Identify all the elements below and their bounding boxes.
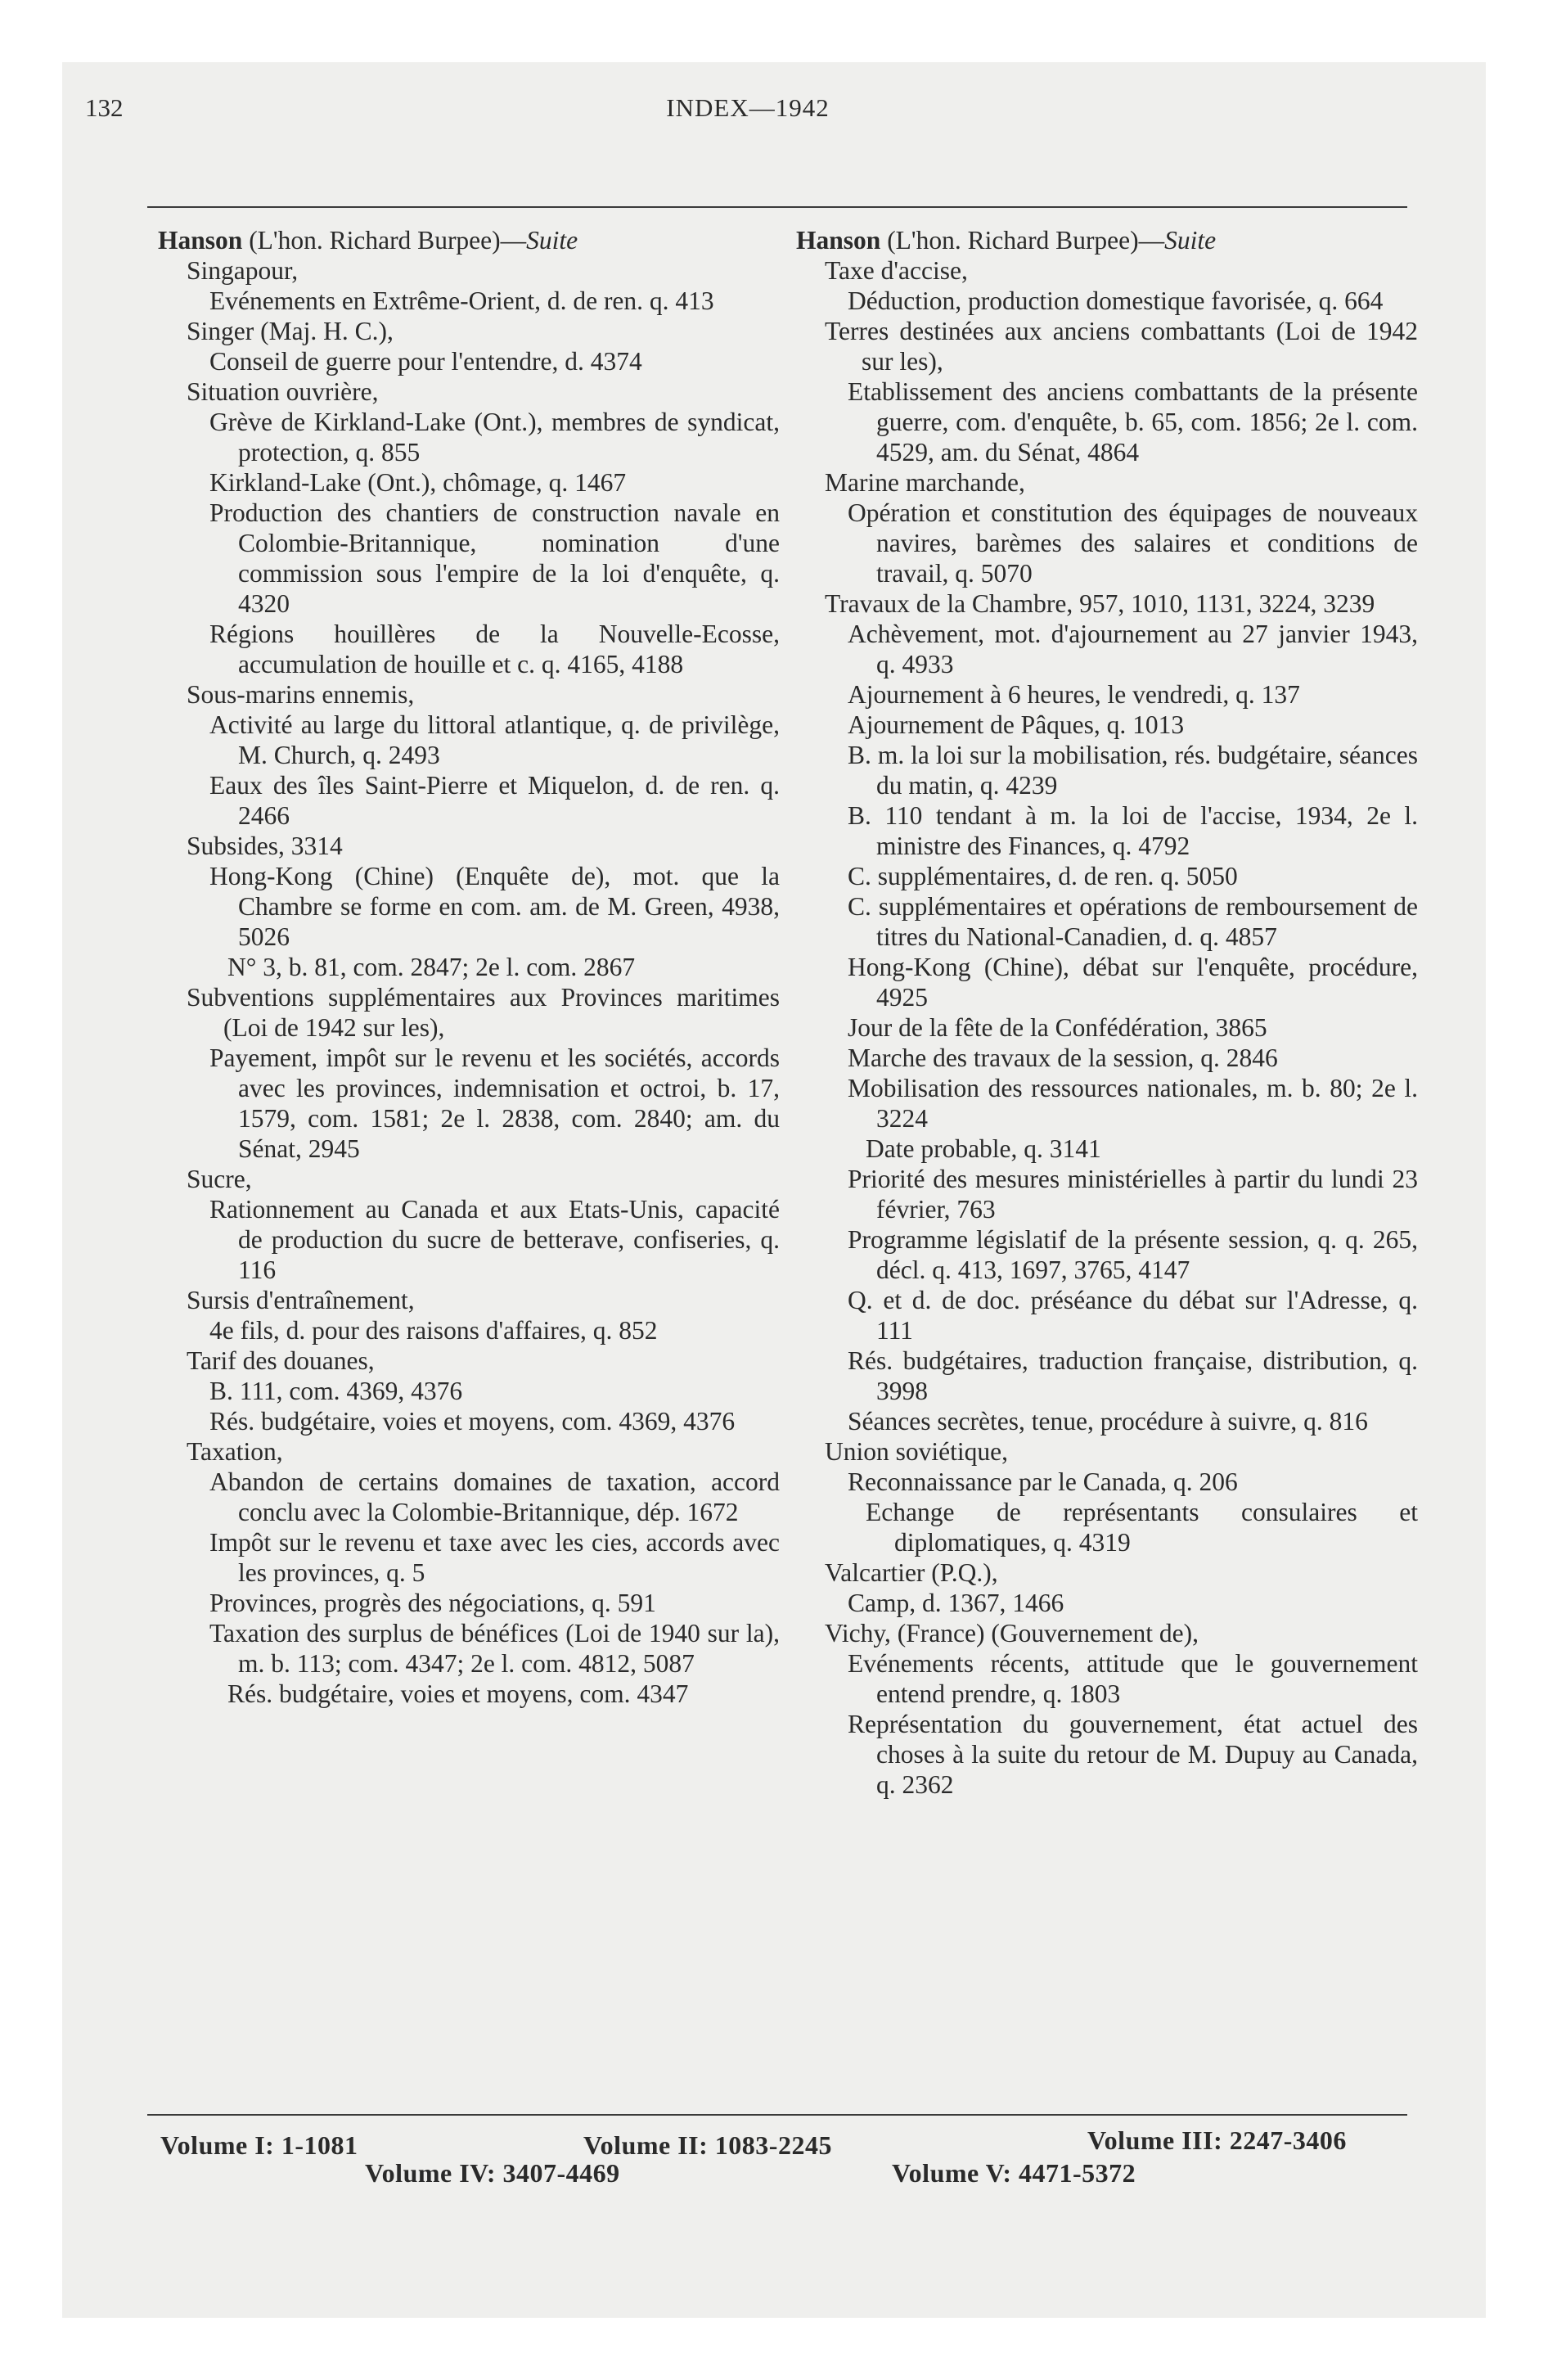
index-entry: Production des chantiers de construction navale en Colombie-Britannique, nomination d'une commission sous l'empire de la loi d'enquête, q. 4320 <box>209 498 780 618</box>
index-entry: Taxation des surplus de bénéfices (Loi de 1940 sur la), m. b. 113; com. 4347; 2e l. com. 4812, 5087 <box>209 1619 780 1678</box>
index-entry: Hong-Kong (Chine), débat sur l'enquête, procédure, 4925 <box>848 953 1418 1012</box>
index-entry: Evénements en Extrême-Orient, d. de ren. q. 413 <box>209 286 714 315</box>
index-entry: Impôt sur le revenu et taxe avec les cies, accords avec les provinces, q. 5 <box>209 1528 780 1587</box>
index-entry: B. m. la loi sur la mobilisation, rés. budgétaire, séances du matin, q. 4239 <box>848 741 1418 800</box>
index-entry: C. supplémentaires et opérations de remboursement de titres du National-Canadien, d. q. 4857 <box>848 892 1418 951</box>
heading-name: Hanson <box>796 226 881 255</box>
index-entry: Union soviétique, <box>825 1437 1008 1466</box>
index-entry: Activité au large du littoral atlantique, q. de privilège, M. Church, q. 2493 <box>209 710 780 769</box>
volume-2-range: Volume II: 1083-2245 <box>583 2130 832 2160</box>
index-entry: Mobilisation des ressources nationales, m. b. 80; 2e l. 3224 <box>848 1074 1418 1133</box>
index-entry: Situation ouvrière, <box>187 377 379 406</box>
index-entry: Séances secrètes, tenue, procédure à suivre, q. 816 <box>848 1407 1368 1436</box>
index-entry: Grève de Kirkland-Lake (Ont.), membres de syndicat, protection, q. 855 <box>209 408 780 467</box>
index-entry: Provinces, progrès des négociations, q. 591 <box>209 1589 656 1617</box>
index-entry: Q. et d. de doc. préséance du débat sur l'Adresse, q. 111 <box>848 1286 1418 1345</box>
index-entry: Taxe d'accise, <box>825 256 968 285</box>
index-entry: Subsides, 3314 <box>187 832 343 860</box>
right-column <box>796 225 1418 1800</box>
index-entry: Opération et constitution des équipages de nouveaux navires, barèmes des salaires et conditions de travail, q. 5070 <box>848 498 1418 588</box>
heading-name: Hanson <box>158 226 243 255</box>
volume-3-range: Volume III: 2247-3406 <box>1087 2125 1347 2155</box>
index-entry: Kirkland-Lake (Ont.), chômage, q. 1467 <box>209 468 627 497</box>
index-entry: Ajournement de Pâques, q. 1013 <box>848 710 1185 739</box>
volume-5-range: Volume V: 4471-5372 <box>892 2158 1136 2188</box>
index-entry: Tarif des douanes, <box>187 1346 375 1375</box>
index-entry: Sucre, <box>187 1165 252 1193</box>
index-entry: Sursis d'entraînement, <box>187 1286 415 1314</box>
volume-4-range: Volume IV: 3407-4469 <box>365 2158 620 2188</box>
index-entry: Vichy, (France) (Gouvernement de), <box>825 1619 1199 1648</box>
index-entry: B. 111, com. 4369, 4376 <box>209 1377 463 1405</box>
index-entry: Camp, d. 1367, 1466 <box>848 1589 1064 1617</box>
index-entry: Jour de la fête de la Confédération, 3865 <box>848 1013 1267 1042</box>
volume-1-range: Volume I: 1-1081 <box>160 2130 358 2160</box>
index-entry: N° 3, b. 81, com. 2847; 2e l. com. 2867 <box>227 953 636 981</box>
index-entry: Sous-marins ennemis, <box>187 680 415 709</box>
page-title: INDEX—1942 <box>666 93 830 122</box>
index-entry: Conseil de guerre pour l'entendre, d. 4374 <box>209 347 642 376</box>
heading-detail: (L'hon. Richard Burpee)— <box>880 226 1165 255</box>
index-entry: Singapour, <box>187 256 299 285</box>
index-entry: Travaux de la Chambre, 957, 1010, 1131, 3224, 3239 <box>825 589 1375 618</box>
heading-detail: (L'hon. Richard Burpee)— <box>242 226 527 255</box>
index-entry: Rationnement au Canada et aux Etats-Unis, capacité de production du sucre de betterave, confiseries, q. 116 <box>209 1195 780 1284</box>
heading-suite: Suite <box>1164 226 1217 255</box>
index-entry: Déduction, production domestique favorisée, q. 664 <box>848 286 1384 315</box>
index-entry: Evénements récents, attitude que le gouvernement entend prendre, q. 1803 <box>848 1649 1418 1708</box>
index-entry: Régions houillères de la Nouvelle-Ecosse, accumulation de houille et c. q. 4165, 4188 <box>209 620 780 678</box>
index-entry: 4e fils, d. pour des raisons d'affaires, q. 852 <box>209 1316 658 1345</box>
index-entry: Subventions supplémentaires aux Provinces maritimes (Loi de 1942 sur les), <box>187 983 780 1042</box>
page-number: 132 <box>85 93 124 122</box>
index-entry: Terres destinées aux anciens combattants (Loi de 1942 sur les), <box>825 317 1418 376</box>
index-entry: Date probable, q. 3141 <box>866 1134 1101 1163</box>
header-rule <box>147 206 1407 208</box>
index-entry: Echange de représentants consulaires et diplomatiques, q. 4319 <box>866 1498 1418 1557</box>
left-heading <box>158 225 780 255</box>
index-entry: Représentation du gouvernement, état actuel des choses à la suite du retour de M. Dupuy au Canada, q. 2362 <box>848 1710 1418 1799</box>
index-entry: Abandon de certains domaines de taxation, accord conclu avec la Colombie-Britannique, dép. 1672 <box>209 1467 780 1526</box>
index-entry: C. supplémentaires, d. de ren. q. 5050 <box>848 862 1238 890</box>
index-entry: Ajournement à 6 heures, le vendredi, q. 137 <box>848 680 1300 709</box>
heading-suite: Suite <box>526 226 578 255</box>
index-entry: Marche des travaux de la session, q. 2846 <box>848 1044 1278 1072</box>
index-entry: Rés. budgétaire, voies et moyens, com. 4369, 4376 <box>209 1407 736 1436</box>
index-entry: Achèvement, mot. d'ajournement au 27 janvier 1943, q. 4933 <box>848 620 1418 678</box>
index-entry: Rés. budgétaire, voies et moyens, com. 4347 <box>227 1679 689 1708</box>
running-header <box>85 93 1411 142</box>
index-entry: Hong-Kong (Chine) (Enquête de), mot. que la Chambre se forme en com. am. de M. Green, 4938, 5026 <box>209 862 780 951</box>
index-entry: Eaux des îles Saint-Pierre et Miquelon, d. de ren. q. 2466 <box>209 771 780 830</box>
index-entry: Valcartier (P.Q.), <box>825 1558 998 1587</box>
index-entry: Priorité des mesures ministérielles à partir du lundi 23 février, 763 <box>848 1165 1418 1224</box>
index-entry: B. 110 tendant à m. la loi de l'accise, 1934, 2e l. ministre des Finances, q. 4792 <box>848 801 1418 860</box>
index-entry: Taxation, <box>187 1437 283 1466</box>
right-heading <box>796 225 1418 255</box>
index-entry: Rés. budgétaires, traduction française, distribution, q. 3998 <box>848 1346 1418 1405</box>
index-entry: Reconnaissance par le Canada, q. 206 <box>848 1467 1238 1496</box>
left-column <box>158 225 780 1709</box>
index-entry: Etablissement des anciens combattants de la présente guerre, com. d'enquête, b. 65, com. 1856; 2e l. com. 4529, am. du Sénat, 4864 <box>848 377 1418 467</box>
footer-rule <box>147 2114 1407 2116</box>
index-entry: Payement, impôt sur le revenu et les sociétés, accords avec les provinces, indemnisation et octroi, b. 17, 1579, com. 1581; 2e l. 2838, com. 2840; am. du Sénat, 2945 <box>209 1044 780 1163</box>
index-entry: Singer (Maj. H. C.), <box>187 317 394 345</box>
index-entry: Marine marchande, <box>825 468 1025 497</box>
index-entry: Programme législatif de la présente session, q. q. 265, décl. q. 413, 1697, 3765, 4147 <box>848 1225 1418 1284</box>
